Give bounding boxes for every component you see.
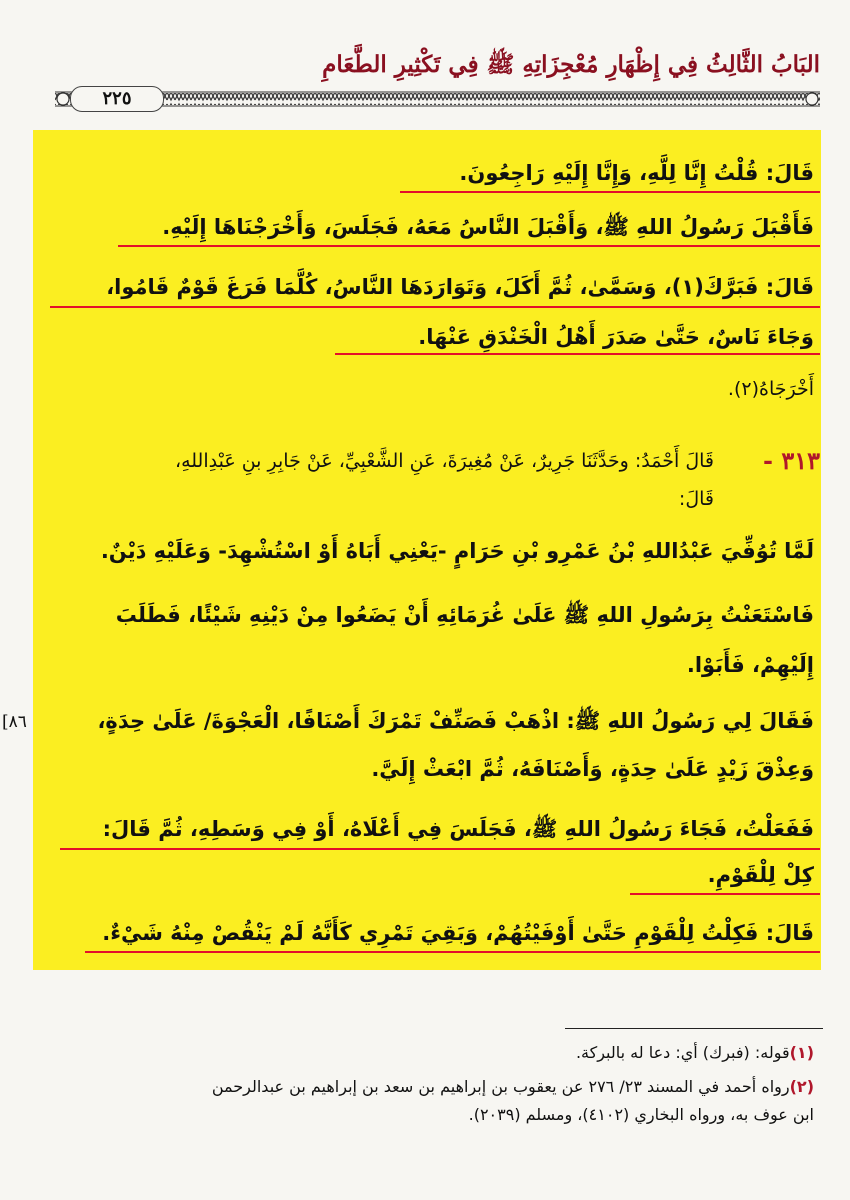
text-line-5: أَخْرَجَاهُ(٢). [727,378,814,400]
footnote-2-continued: ابن عوف به، ورواه البخاري (٤١٠٢)، ومسلم (٢٠٣٩). [468,1105,814,1124]
underline-15 [85,951,820,953]
underline-13 [60,848,820,850]
text-line-7: قَالَ: [678,488,714,510]
footnote-1-text: قوله: (فبرك) أي: دعا له بالبركة. [575,1043,790,1062]
text-line-15: قَالَ: فَكِلْتُ لِلْقَوْمِ حَتَّىٰ أَوْفَيْتُهُمْ، وَبَقِيَ تَمْرِي كَأَنَّهُ لَمْ يَنْقُصْ مِنْهُ شَيْءٌ. [102,921,814,945]
hadith-number: ٣١٣ - [763,446,820,475]
footnote-2-number: (٢) [789,1077,814,1096]
text-line-13: فَفَعَلْتُ، فَجَاءَ رَسُولُ اللهِ ﷺ، فَجَلَسَ فِي أَعْلَاهُ، أَوْ فِي وَسَطِهِ، ثُمَّ قَالَ: [102,817,814,841]
margin-reference: [٨٦ [2,712,27,732]
underline-14 [630,893,820,895]
underline-3 [50,306,820,308]
footnote-2-text: رواه أحمد في المسند ٢٣/ ٢٧٦ عن يعقوب بن إبراهيم بن سعد بن إبراهيم بن عبدالرحمن [211,1077,790,1096]
text-line-10: إِلَيْهِمْ، فَأَبَوْا. [686,653,814,677]
page-number: ٢٢٥ [70,86,164,112]
underline-1 [400,191,820,193]
ornament-rosette-left-icon [57,93,69,105]
text-line-8: لَمَّا تُوُفِّيَ عَبْدُاللهِ بْنُ عَمْرِو بْنِ حَرَامٍ -يَعْنِي أَبَاهُ أَوْ اسْتُشْهِدَ- وَعَلَيْهِ دَيْنٌ. [100,539,814,563]
footnote-1-number: (١) [789,1043,814,1062]
text-line-3: قَالَ: فَبَرَّكَ(١)، وَسَمَّىٰ، ثُمَّ أَكَلَ، وَتَوَارَدَهَا النَّاسُ، كُلَّمَا فَرَغَ قَوْمٌ قَامُوا، [106,275,814,299]
text-line-12: وَعِذْقَ زَيْدٍ عَلَىٰ حِدَةٍ، وَأَصْنَافَهُ، ثُمَّ ابْعَثْ إِلَيَّ. [371,757,814,781]
text-line-1: قَالَ: قُلْتُ إِنَّا لِلَّهِ، وَإِنَّا إِلَيْهِ رَاجِعُونَ. [459,161,814,185]
underline-2 [118,245,820,247]
text-line-9: فَاسْتَعَنْتُ بِرَسُولِ اللهِ ﷺ عَلَىٰ غُرَمَائِهِ أَنْ يَضَعُوا مِنْ دَيْنِهِ شَيْئًا، فَطَلَبَ [115,603,814,627]
text-line-4: وَجَاءَ نَاسٌ، حَتَّىٰ صَدَرَ أَهْلُ الْخَنْدَقِ عَنْهَا. [418,325,814,349]
text-line-6: قَالَ أَحْمَدُ: وحَدَّثَنَا جَرِيرٌ، عَنْ مُغِيرَةَ، عَنِ الشَّعْبِيِّ، عَنْ جَابِرِ بنِ عَبْدِاللهِ، [174,450,714,472]
ornament-rosette-right-icon [806,93,818,105]
footnote-2 [54,1074,814,1100]
header-ornament-bar [55,90,820,108]
underline-4 [335,353,820,355]
chapter-heading: البَابُ الثَّالِثُ فِي إِظْهَارِ مُعْجِزَاتِهِ ﷺ فِي تَكْثِيرِ الطَّعَامِ [322,51,820,78]
footnote-separator [565,1028,823,1029]
text-line-14: كِلْ لِلْقَوْمِ. [707,863,814,887]
text-line-2: فَأَقْبَلَ رَسُولُ اللهِ ﷺ، وَأَقْبَلَ النَّاسُ مَعَهُ، فَجَلَسَ، وَأَخْرَجْنَاهَا إِلَيْهِ. [162,215,814,239]
footnote-1 [54,1040,814,1066]
text-line-11: فَقَالَ لِي رَسُولُ اللهِ ﷺ: اذْهَبْ فَصَنِّفْ تَمْرَكَ أَصْنَافًا، الْعَجْوَةَ/ عَلَىٰ حِدَةٍ، [97,709,814,733]
